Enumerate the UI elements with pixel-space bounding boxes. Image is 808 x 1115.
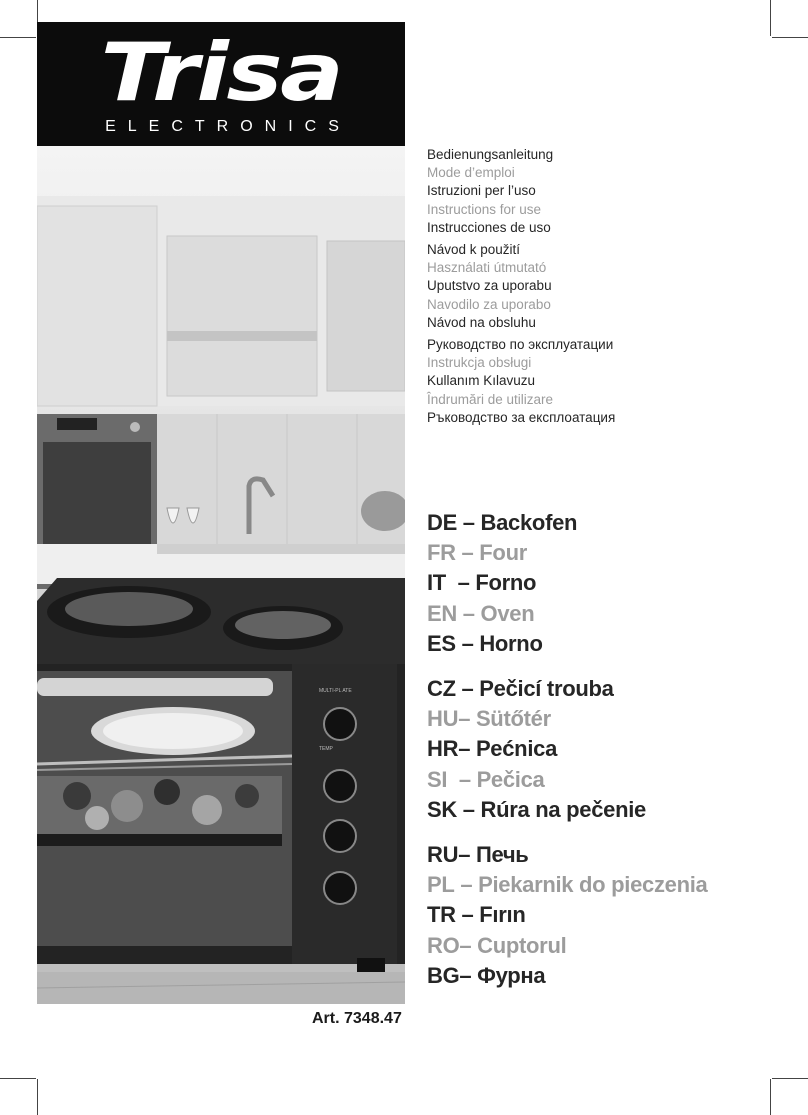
product-name: Фурна [477,962,546,988]
product-title [427,900,797,930]
separator: – [461,630,474,656]
title-group [427,508,797,659]
separator: – [462,796,475,822]
language-code: SI [427,766,448,792]
registered-mark-icon: R [413,94,427,108]
language-code: HU [427,706,459,732]
language-code: EN [427,600,457,626]
language-group [427,146,787,237]
product-name: Horno [479,630,543,656]
product-name: Sütőtér [475,706,551,732]
product-title [427,870,797,900]
separator: – [458,736,471,762]
crop-mark [772,37,808,38]
language-item: Instructions for use [427,201,542,217]
product-name: Pečicí trouba [479,676,614,702]
language-code: CZ [427,676,456,702]
product-photo [37,146,405,1004]
product-title [427,765,797,795]
product-title [427,568,797,598]
panel-label-temp: TEMP [319,746,333,752]
crop-mark [770,1079,771,1115]
crop-mark [772,1078,808,1079]
brand-logo [37,22,423,146]
product-name: Pećnica [475,736,558,762]
language-code: HR [427,736,459,762]
separator: – [461,540,474,566]
product-title [427,795,797,825]
product-name: Oven [480,600,535,626]
separator: – [459,932,472,958]
crop-mark [37,1079,38,1115]
language-item: Uputstvo za uporabu [427,278,552,294]
separator: – [462,510,475,535]
language-item: Mode d’emploi [427,165,515,181]
language-item: Bedienungsanleitung [427,147,554,162]
product-name: Piekarnik do pieczenia [478,872,708,898]
language-code: FR [427,540,456,566]
product-title-list [427,508,797,1006]
language-item: Návod na obsluhu [427,314,536,330]
product-title [427,931,797,961]
product-name: Fırın [479,902,526,928]
product-title [427,734,797,764]
language-item: Kullanım Kılavuzu [427,373,536,389]
crop-mark [770,0,771,36]
language-code: DE [427,510,457,535]
language-item: Instrukcja obsługi [427,355,532,371]
brand-wordmark: Trisa [100,26,342,119]
product-title [427,840,797,870]
language-code: BG [427,962,460,988]
separator: – [458,842,471,868]
separator: – [457,570,470,596]
product-title [427,674,797,704]
product-title [427,629,797,659]
product-name: Печь [475,842,529,868]
separator: – [458,706,471,732]
language-group [427,241,787,332]
language-code: PL [427,872,455,898]
language-code: RU [427,842,459,868]
brand-subtitle: ELECTRONICS [105,118,351,135]
product-title [427,599,797,629]
language-code: RO [427,932,460,958]
product-name: Four [479,540,527,566]
oven-illustration [37,146,405,1004]
language-item: Használati útmutató [427,260,547,276]
product-title [427,704,797,734]
language-group [427,336,787,427]
product-title [427,508,797,538]
language-item: Руководство по эксплуатации [427,337,614,353]
product-name: Backofen [480,510,578,535]
language-item: Istruzioni per l’uso [427,183,536,199]
language-code: IT [427,570,446,596]
separator: – [459,962,472,988]
product-name: Rúra na pečenie [480,796,646,822]
product-name: Forno [475,570,537,596]
manual-language-list [427,146,787,431]
language-item: Îndrumări de utilizare [427,391,554,407]
language-item: Ръководство за експлоатация [427,409,616,425]
language-item: Navodilo za uporabo [427,296,551,312]
separator: – [461,902,474,928]
language-code: SK [427,796,457,822]
article-number: Art. 7348.47 [312,1010,402,1027]
language-code: TR [427,902,456,928]
language-item: Instrucciones de uso [427,219,551,235]
language-code: ES [427,630,456,656]
title-group [427,840,797,991]
separator: – [461,676,474,702]
panel-label-multiplate: MULTI-PL ATE [319,688,352,694]
title-group [427,674,797,825]
separator: – [460,872,473,898]
product-name: Cuptorul [477,932,567,958]
separator: – [462,600,475,626]
product-name: Pečica [476,766,545,792]
separator: – [458,766,471,792]
language-item: Návod k použití [427,242,521,258]
crop-mark [0,1078,36,1079]
product-title [427,538,797,568]
product-title [427,961,797,991]
